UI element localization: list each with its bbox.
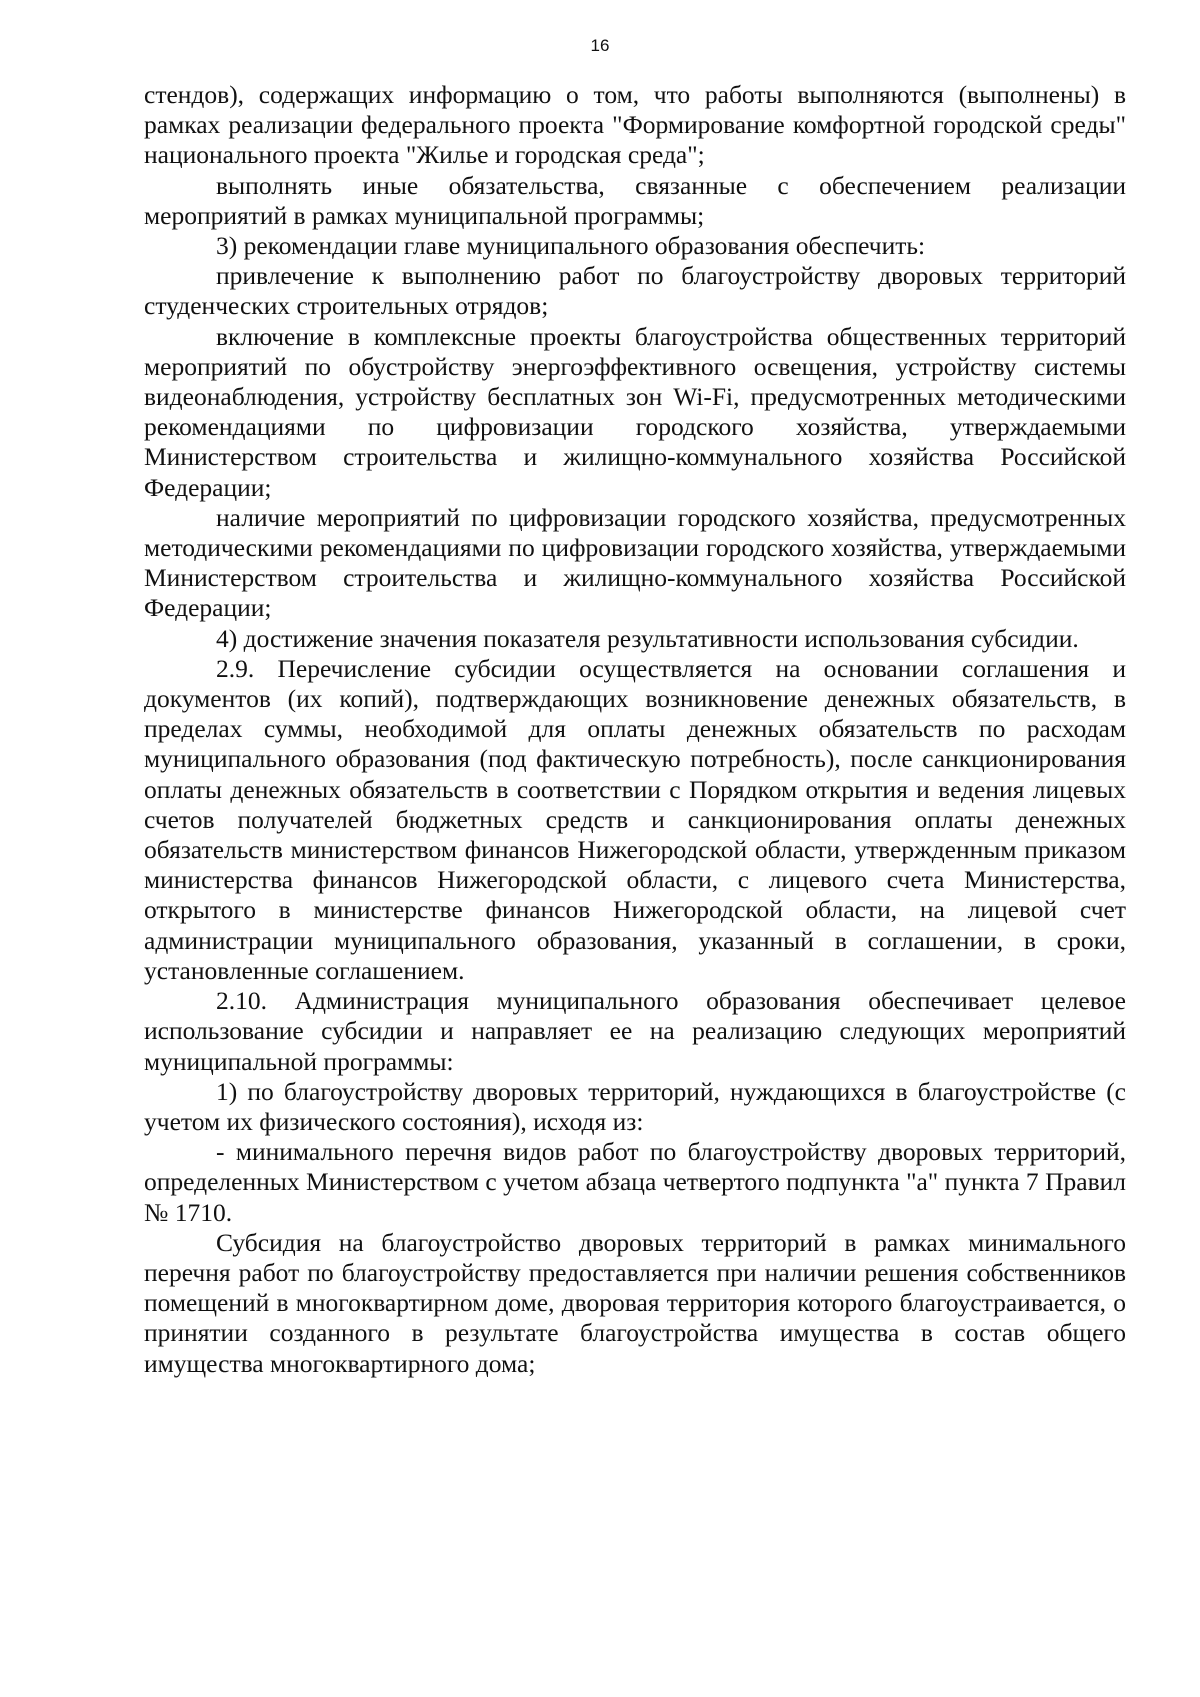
page-number: 16 [590,36,610,55]
document-body [144,80,1126,1379]
paragraph-other-obligations: выполнять иные обязательства, связанные с обеспечением реализации мероприятий в рамках муниципальной программы; [144,170,1126,230]
paragraph-courtyard-improvement: 1) по благоустройству дворовых территорий, нуждающихся в благоустройстве (с учетом их физического состояния), исходя из: [144,1076,1126,1136]
paragraph-section-2-10: 2.10. Администрация муниципального образования обеспечивает целевое использование субсидии и направляет ее на реализацию следующих мероприятий муниципальной программы: [144,986,1126,1076]
paragraph-smart-lighting: включение в комплексные проекты благоустройства общественных территорий мероприятий по обустройству энергоэффективного освещения, устройству системы видеонаблюдения, устройству бесплатных зон Wi-Fi, предусмотренных методическими рекомендациями по цифровизации городского хозяйства, утверждаемыми Министерством строительства и жилищно-коммунального хозяйства Российской Федерации; [144,321,1126,502]
paragraph-performance-indicator: 4) достижение значения показателя результативности использования субсидии. [216,623,1079,653]
paragraph-minimum-works-list: - минимального перечня видов работ по благоустройству дворовых территорий, определенных Министерством с учетом абзаца четвертого подпункта "а" пункта 7 Правил № 1710. [144,1137,1126,1227]
paragraph-stands-info: стендов), содержащих информацию о том, что работы выполняются (выполнены) в рамках реализации федерального проекта "Формирование комфортной городской среды" национального проекта "Жилье и городская среда"; [144,80,1126,170]
paragraph-digitalization: наличие мероприятий по цифровизации городского хозяйства, предусмотренных методическими рекомендациями по цифровизации городского хозяйства, утверждаемыми Министерством строительства и жилищно-коммунального хозяйства Российской Федерации; [144,502,1126,623]
paragraph-subsidy-condition: Субсидия на благоустройство дворовых территорий в рамках минимального перечня работ по благоустройству предоставляется при наличии решения собственников помещений в многоквартирном доме, дворовая территория которого благоустраивается, о принятии созданного в результате благоустройства имущества в состав общего имущества многоквартирного дома; [144,1227,1126,1378]
paragraph-section-2-9: 2.9. Перечисление субсидии осуществляется на основании соглашения и документов (их копий), подтверждающих возникновение денежных обязательств, в пределах суммы, необходимой для оплаты денежных обязательств по расходам муниципального образования (под фактическую потребность), после санкционирования оплаты денежных обязательств в соответствии с Порядком открытия и ведения лицевых счетов получателей бюджетных средств и санкционирования оплаты денежных обязательств министерством финансов Нижегородской области, утвержденным приказом министерства финансов Нижегородской области, с лицевого счета Министерства, открытого в министерстве финансов Нижегородской области, на лицевой счет администрации муниципального образования, указанный в соглашении, в сроки, установленные соглашением. [144,653,1126,985]
paragraph-recommendations-heading: 3) рекомендации главе муниципального образования обеспечить: [216,231,926,261]
paragraph-student-teams: привлечение к выполнению работ по благоустройству дворовых территорий студенческих строительных отрядов; [144,261,1126,321]
